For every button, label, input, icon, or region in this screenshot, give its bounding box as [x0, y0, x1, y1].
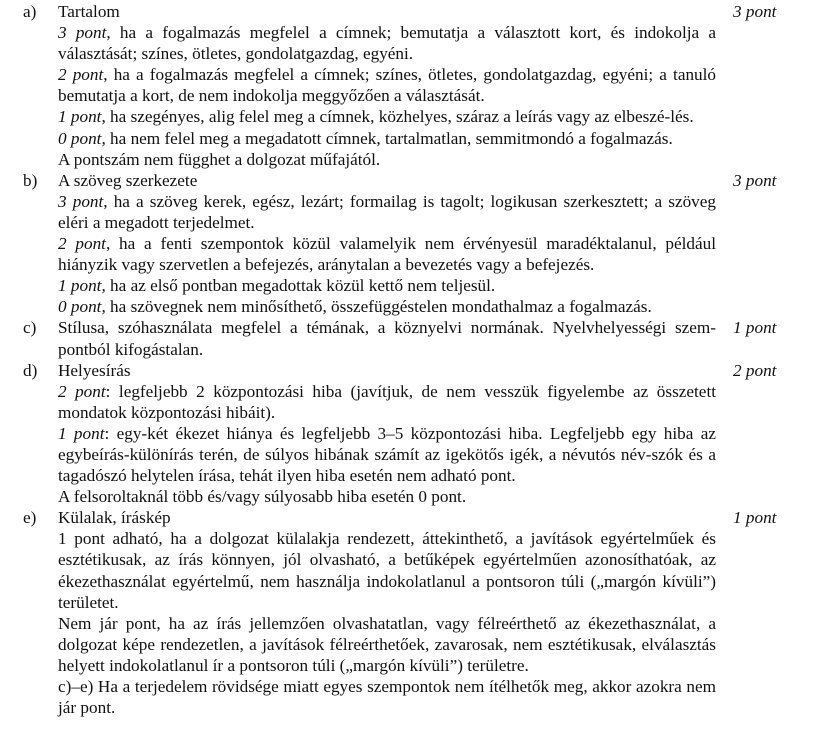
criterion-lead: 1 pont [58, 423, 105, 443]
criterion-lead: 1 pont [58, 276, 102, 296]
section-e [0, 507, 833, 718]
section-title: Stílusa, szóhasználata megfelel a témának, a köznyelvi normának. Nyelvhelyességi szem-pontból kifogástalan. [58, 318, 716, 359]
section-b-header [0, 170, 833, 191]
criterion-lead: 1 pont [58, 107, 102, 127]
section-a-header [0, 1, 833, 22]
section-letter: b) [23, 170, 38, 190]
criterion-text: , ha szegényes, alig felel meg a címnek, közhelyes, száraz a leírás vagy az elbeszé-lés. [101, 107, 694, 127]
section-points: 1 pont [733, 318, 777, 338]
criterion-lead: 0 pont [58, 128, 102, 148]
criterion-text: , ha a szöveg kerek, egész, lezárt; formailag is tagolt; logikusan szerkesztett; a szöveg eléri a megadott terjedelmet. [58, 191, 716, 232]
section-b [0, 170, 833, 318]
criterion-lead: 2 pont [58, 381, 106, 401]
criterion-paragraph [58, 128, 716, 149]
section-title: Külalak, íráskép [58, 508, 171, 528]
criterion-text: : legfeljebb 2 központozási hiba (javítjuk, de nem vesszük figyelembe az összetett mondatok központozási hibáit). [58, 381, 716, 422]
section-body [58, 22, 716, 170]
section-letter: d) [23, 360, 38, 380]
criterion-paragraph [58, 528, 716, 612]
section-points: 2 pont [733, 360, 777, 380]
section-a [0, 1, 833, 170]
criterion-lead: 3 pont [58, 191, 104, 211]
criterion-text: , ha a fogalmazás megfelel a címnek; színes, ötletes, gondolatgazdag, egyéni; a tanuló bemutatja a kort, de nem indokolja meggyőzően a választását. [58, 65, 716, 106]
criterion-lead: 3 pont [58, 23, 107, 43]
section-c [0, 317, 833, 359]
section-c-header [0, 317, 833, 359]
section-e-header [0, 507, 833, 528]
section-body [58, 381, 716, 508]
section-d [0, 360, 833, 508]
criterion-text: , ha a fogalmazás megfelel a címnek; bemutatja a választott kort, és indokolja a választását; színes, ötletes, gondolatgazdag, egyéni. [58, 23, 716, 64]
section-points: 1 pont [733, 508, 777, 528]
criterion-paragraph [58, 613, 716, 676]
section-letter: a) [23, 2, 37, 21]
criterion-text: Nem jár pont, ha az írás jellemzően olvashatatlan, vagy félreérthető az ékezethasználat, a dolgozat képe rendezetlen, a javítások félreérthetőek, zavarosak, nem esztétikusak, elválasztás helyett indokolatlanul ír a pontsoron túli („margón kívüli”) területre. [58, 613, 716, 675]
criterion-text: , ha a fenti szempontok közül valamelyik nem érvényesül maradéktalanul, például hiányzik vagy szervetlen a befejezés, aránytalan a bevezetés vagy a befejezés. [58, 234, 716, 275]
criterion-lead: 2 pont [58, 65, 104, 85]
section-title: Tartalom [58, 2, 120, 21]
section-points: 3 pont [733, 170, 777, 190]
criterion-text: , ha szövegnek nem minősíthető, összefüggéstelen mondathalmaz a fogalmazás. [101, 297, 652, 317]
criterion-paragraph [58, 22, 716, 64]
note-text: A felsoroltaknál több és/vagy súlyosabb hiba esetén 0 pont. [58, 487, 467, 507]
criterion-paragraph [58, 64, 716, 106]
note-text: c)–e) Ha a terjedelem rövidsége miatt egyes szempontok nem ítélhetők meg, akkor azokra nem jár pont. [58, 677, 716, 718]
criterion-text: : egy-két ékezet hiánya és legfeljebb 3–5 központozási hiba. Legfeljebb egy hiba az egybeírás-különírás terén, de súlyos hibának számít az igekötős igék, a névutós név-szók és a tagadószó helytelen írása, tehát ilyen hiba esetén nem adható pont. [58, 423, 716, 486]
criterion-paragraph [58, 233, 716, 275]
section-letter: c) [23, 318, 37, 338]
criterion-paragraph [58, 106, 716, 127]
criterion-paragraph [58, 423, 716, 486]
criterion-text: 1 pont adható, ha a dolgozat külalakja rendezett, áttekinthető, a javítások egyértelműek és esztétikusak, az írás könnyen, jól olvasható, a betűképek egyértelműen azonosíthatóak, az ékezethasználat egyértelmű, nem használja indokolatlanul a pontsoron túli („margón kívüli”) területet. [58, 529, 716, 612]
section-body [58, 191, 716, 318]
criterion-text: , ha az első pontban megadottak közül kettő nem teljesül. [101, 276, 496, 296]
criterion-paragraph [58, 191, 716, 233]
section-title: A szöveg szerkezete [58, 170, 198, 190]
criterion-text: , ha nem felel meg a megadatott címnek, tartalmatlan, semmitmondó a fogalmazás. [101, 128, 673, 148]
note-paragraph [58, 486, 716, 507]
note-paragraph [58, 676, 716, 718]
section-body [58, 528, 716, 718]
note-paragraph [58, 149, 716, 170]
section-points: 3 pont [733, 2, 777, 21]
section-title: Helyesírás [58, 360, 131, 380]
note-text: A pontszám nem függhet a dolgozat műfajától. [58, 149, 381, 169]
criterion-paragraph [58, 275, 716, 296]
section-d-header [0, 360, 833, 381]
criterion-lead: 2 pont [58, 234, 106, 254]
criterion-paragraph [58, 381, 716, 423]
criterion-lead: 0 pont [58, 297, 102, 317]
criterion-paragraph [58, 296, 716, 317]
section-letter: e) [23, 508, 37, 528]
